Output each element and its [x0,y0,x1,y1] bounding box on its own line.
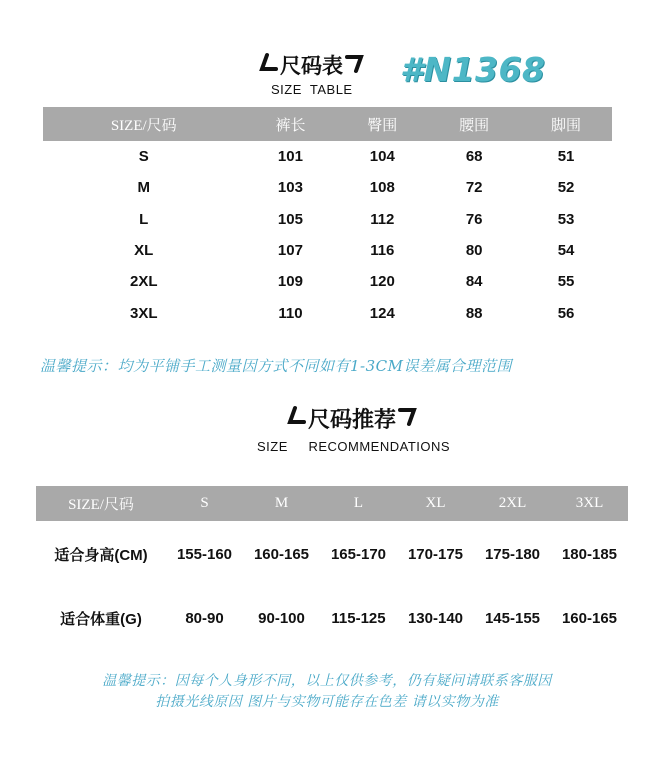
size-table [43,107,612,329]
header-size: SIZE/尺码 [36,486,166,521]
table-cell: 107 [277,242,303,260]
table-cell: 160-165 [253,545,310,563]
table-row [43,266,612,297]
right-bracket-icon [343,52,365,79]
recommendations-table [36,486,628,649]
table-cell: 104 [369,148,395,166]
row-label-cell: 3XL [130,304,158,322]
table-cell: 90-100 [258,609,305,627]
table-cell: 124 [369,304,395,322]
recommendations-subtitle: SIZE RECOMMENDATIONS [257,439,451,454]
table-cell: 105 [277,210,303,228]
size-table-title [258,50,365,80]
table-cell: 130-140 [407,609,464,627]
measurement-note: 温馨提示：均为平铺手工测量因方式不同如有1-3CM误差属合理范围 [40,357,512,375]
row-label-cell: S [138,148,149,166]
table-cell: 170-175 [407,545,464,563]
table-cell: 175-180 [484,545,541,563]
recommendations-table-body [36,521,628,649]
row-label-cell: M [137,179,150,197]
table-cell: 80 [465,242,483,260]
table-row [43,297,612,328]
header-waist: 腰围 [428,107,520,141]
left-bracket-icon [258,52,280,79]
header-hip: 臀围 [336,107,428,141]
recommendations-title-text: 尺码推荐 [308,408,397,433]
table-cell: 180-185 [561,545,618,563]
table-row [36,521,628,587]
recommendations-header-row [36,486,628,521]
table-row [36,587,628,649]
table-cell: 54 [557,242,575,260]
table-row [43,141,612,172]
header-l: L [320,486,397,521]
table-cell: 55 [557,273,575,291]
row-label-cell: XL [134,242,154,260]
header-2xl: 2XL [474,486,551,521]
table-cell: 51 [557,148,575,166]
table-cell: 101 [277,148,303,166]
table-cell: 110 [278,304,303,322]
row-label-cell: 适合身高(CM) [54,546,148,564]
header-m: M [243,486,320,521]
table-cell: 120 [369,273,395,291]
table-cell: 72 [465,179,483,197]
table-cell: 52 [557,179,575,197]
recommendations-title [286,403,418,434]
table-cell: 88 [465,304,483,322]
table-cell: 108 [369,179,395,197]
disclaimer-note [0,671,654,713]
table-cell: 80-90 [185,609,224,627]
row-label-cell: 适合体重(G) [60,610,142,628]
table-row [43,204,612,235]
size-table-body [43,141,612,329]
table-cell: 145-155 [484,609,541,627]
product-code: #N1368 [400,50,546,89]
row-label-cell: 2XL [130,273,158,291]
header-hem: 脚围 [520,107,612,141]
table-cell: 160-165 [561,609,618,627]
size-table-header-row [43,107,612,141]
size-table-subtitle: SIZE TABLE [271,82,353,97]
table-cell: 116 [370,242,395,260]
disclaimer-line-1: 温馨提示：因每个人身形不同，以上仅供参考，仍有疑问请联系客服因 [102,673,552,689]
header-length: 裤长 [245,107,337,141]
disclaimer-line-2: 拍摄光线原因 图片与实物可能存在色差 请以实物为准 [155,694,499,710]
table-cell: 115-125 [331,609,386,627]
header-s: S [166,486,243,521]
table-cell: 109 [277,273,303,291]
table-cell: 155-160 [176,545,233,563]
header-3xl: 3XL [551,486,628,521]
size-table-title-text: 尺码表 [280,54,343,78]
table-cell: 76 [465,210,483,228]
row-label-cell: L [139,210,149,228]
table-cell: 165-170 [330,545,387,563]
table-cell: 112 [370,210,395,228]
right-bracket-icon [396,405,418,433]
table-cell: 68 [465,148,483,166]
left-bracket-icon [286,405,308,433]
table-cell: 56 [557,304,575,322]
header-xl: XL [397,486,474,521]
table-row [43,172,612,203]
header-size: SIZE/尺码 [43,107,245,141]
table-row [43,235,612,266]
table-cell: 53 [557,210,575,228]
table-cell: 84 [465,273,483,291]
table-cell: 103 [277,179,303,197]
